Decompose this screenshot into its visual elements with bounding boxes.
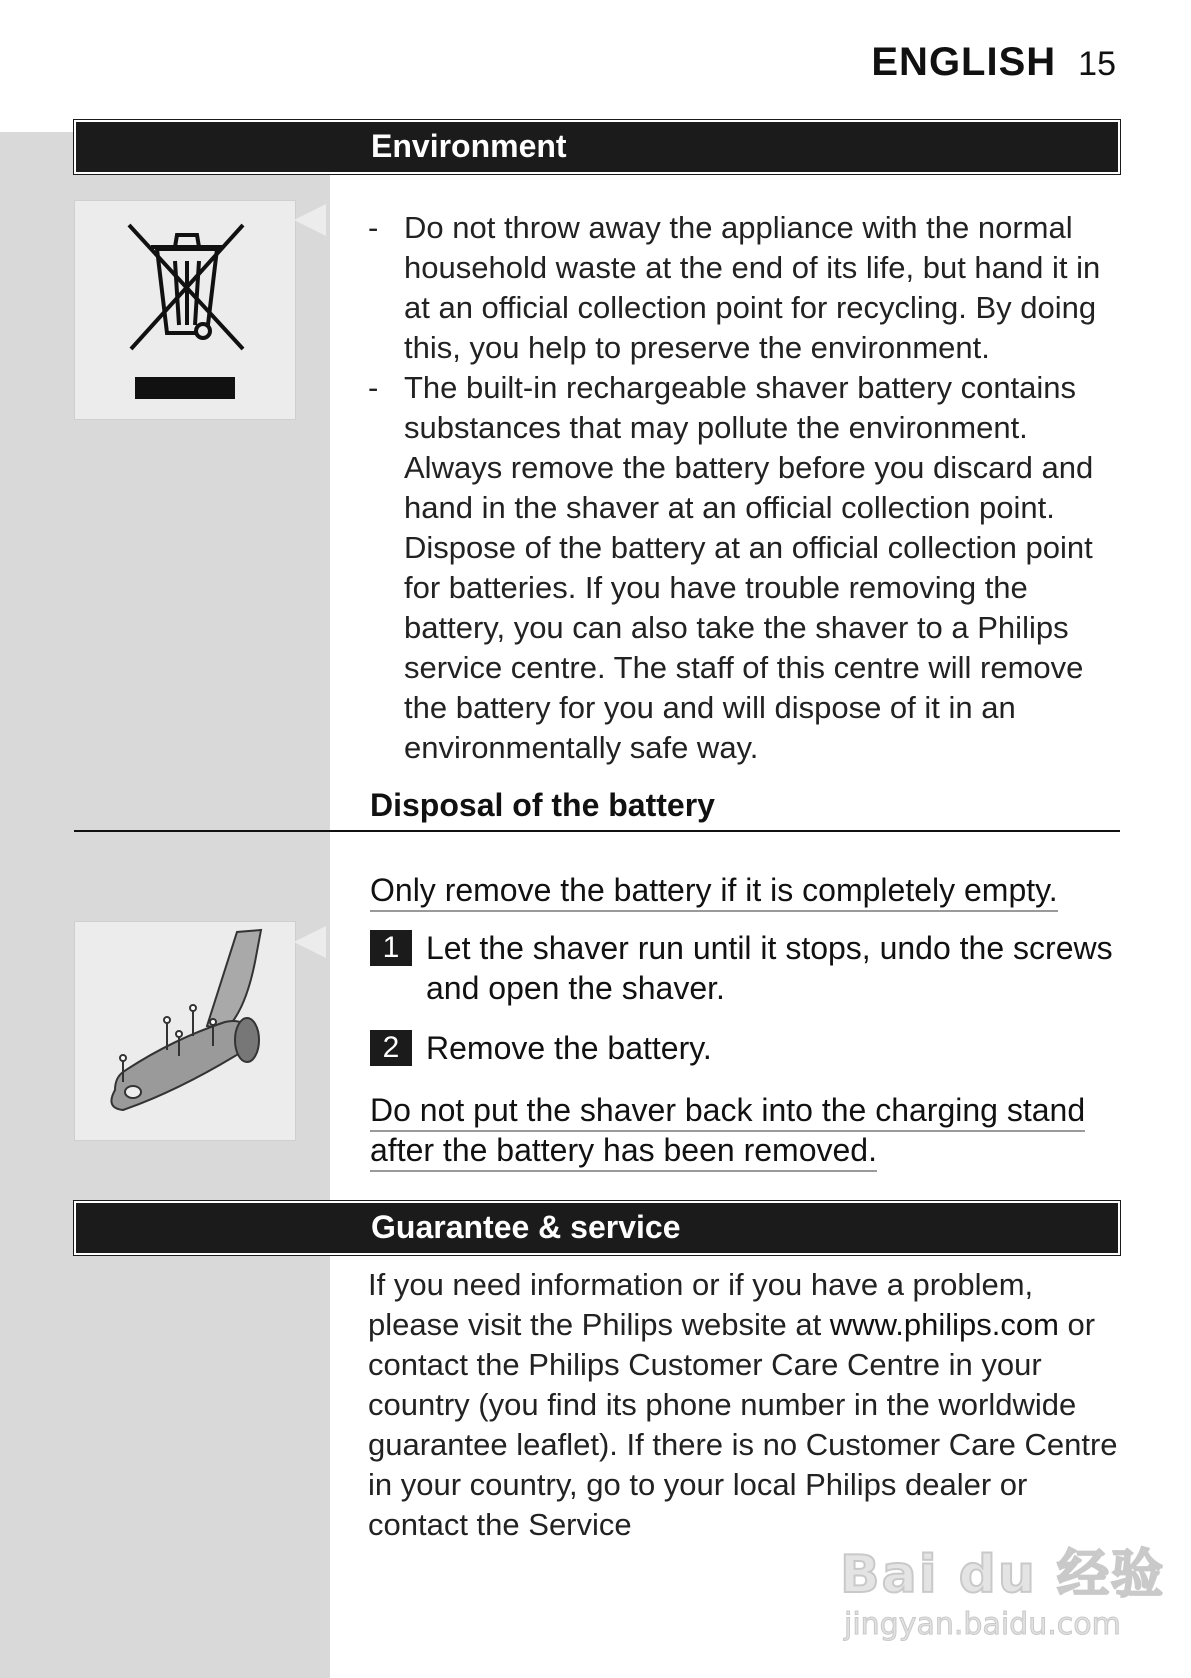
language-label: ENGLISH — [871, 40, 1057, 84]
bullet-dash: - — [368, 370, 379, 405]
bullet-text: The built-in rechargeable shaver battery contains substances that may pollute the environment. Always remove the battery before you discard and hand in the shaver at an official collection point. Dispose of the battery at an official collection point for batteries. If you have trouble removing the battery, you can also take the shaver to a Philips service centre. The staff of this centre will remove the battery for you and will dispose of it in an environmentally safe way. — [404, 370, 1094, 765]
subheading-rule — [74, 830, 1120, 832]
section-title-environment: Environment — [371, 128, 567, 164]
warning-text-line1: Do not put the shaver back into the charging stand — [370, 1092, 1085, 1132]
bullet-text: Do not throw away the appliance with the normal household waste at the end of its life, but hand it in at an official collection point for recycling. By doing this, you help to preserve the environment. — [404, 210, 1101, 365]
page-header — [871, 40, 1116, 85]
warning-charging-stand — [370, 1090, 1120, 1170]
shaver-screws-icon — [75, 922, 295, 1140]
step-text: Let the shaver run until it stops, undo the screws and open the shaver. — [426, 930, 1113, 1006]
watermark-brand: Bai du 经验 — [840, 1545, 1165, 1605]
weee-figure — [74, 200, 296, 420]
watermark-site: jingyan.baidu.com — [844, 1607, 1121, 1642]
guarantee-paragraph — [368, 1265, 1128, 1545]
step-2 — [370, 1028, 1120, 1068]
subheading-disposal: Disposal of the battery — [370, 787, 715, 823]
section-bar-guarantee — [74, 1201, 1120, 1255]
section-bar-environment — [74, 120, 1120, 174]
shaver-figure — [74, 921, 296, 1141]
list-item — [368, 208, 1128, 368]
step-1 — [370, 928, 1120, 1008]
list-item — [368, 368, 1128, 768]
philips-website-link[interactable]: www.philips.com — [829, 1307, 1059, 1342]
step-text: Remove the battery. — [426, 1030, 712, 1066]
step-number: 2 — [370, 1030, 412, 1066]
step-number: 1 — [370, 930, 412, 966]
figure-pointer — [294, 204, 326, 236]
bullet-dash: - — [368, 210, 379, 245]
paragraph-text: If you need information or if you have a problem, please visit the Philips website at — [368, 1267, 1034, 1342]
page-number: 15 — [1078, 45, 1116, 83]
baidu-watermark — [840, 1532, 1165, 1642]
paragraph-text: or contact the Philips Customer Care Centre in your country (you find its phone number in the worldwide guarantee leaflet). If there is no Customer Care Centre in your country, go to your local Philips dealer or contact the Service — [368, 1307, 1118, 1542]
warning-empty-battery — [370, 870, 1120, 910]
environment-bullet-list — [368, 208, 1128, 768]
figure-pointer — [294, 926, 326, 958]
section-title-guarantee: Guarantee & service — [371, 1209, 681, 1245]
crossed-bin-icon — [75, 201, 295, 419]
warning-text-line2: after the battery has been removed. — [370, 1132, 877, 1172]
warning-text: Only remove the battery if it is completely empty. — [370, 872, 1058, 912]
